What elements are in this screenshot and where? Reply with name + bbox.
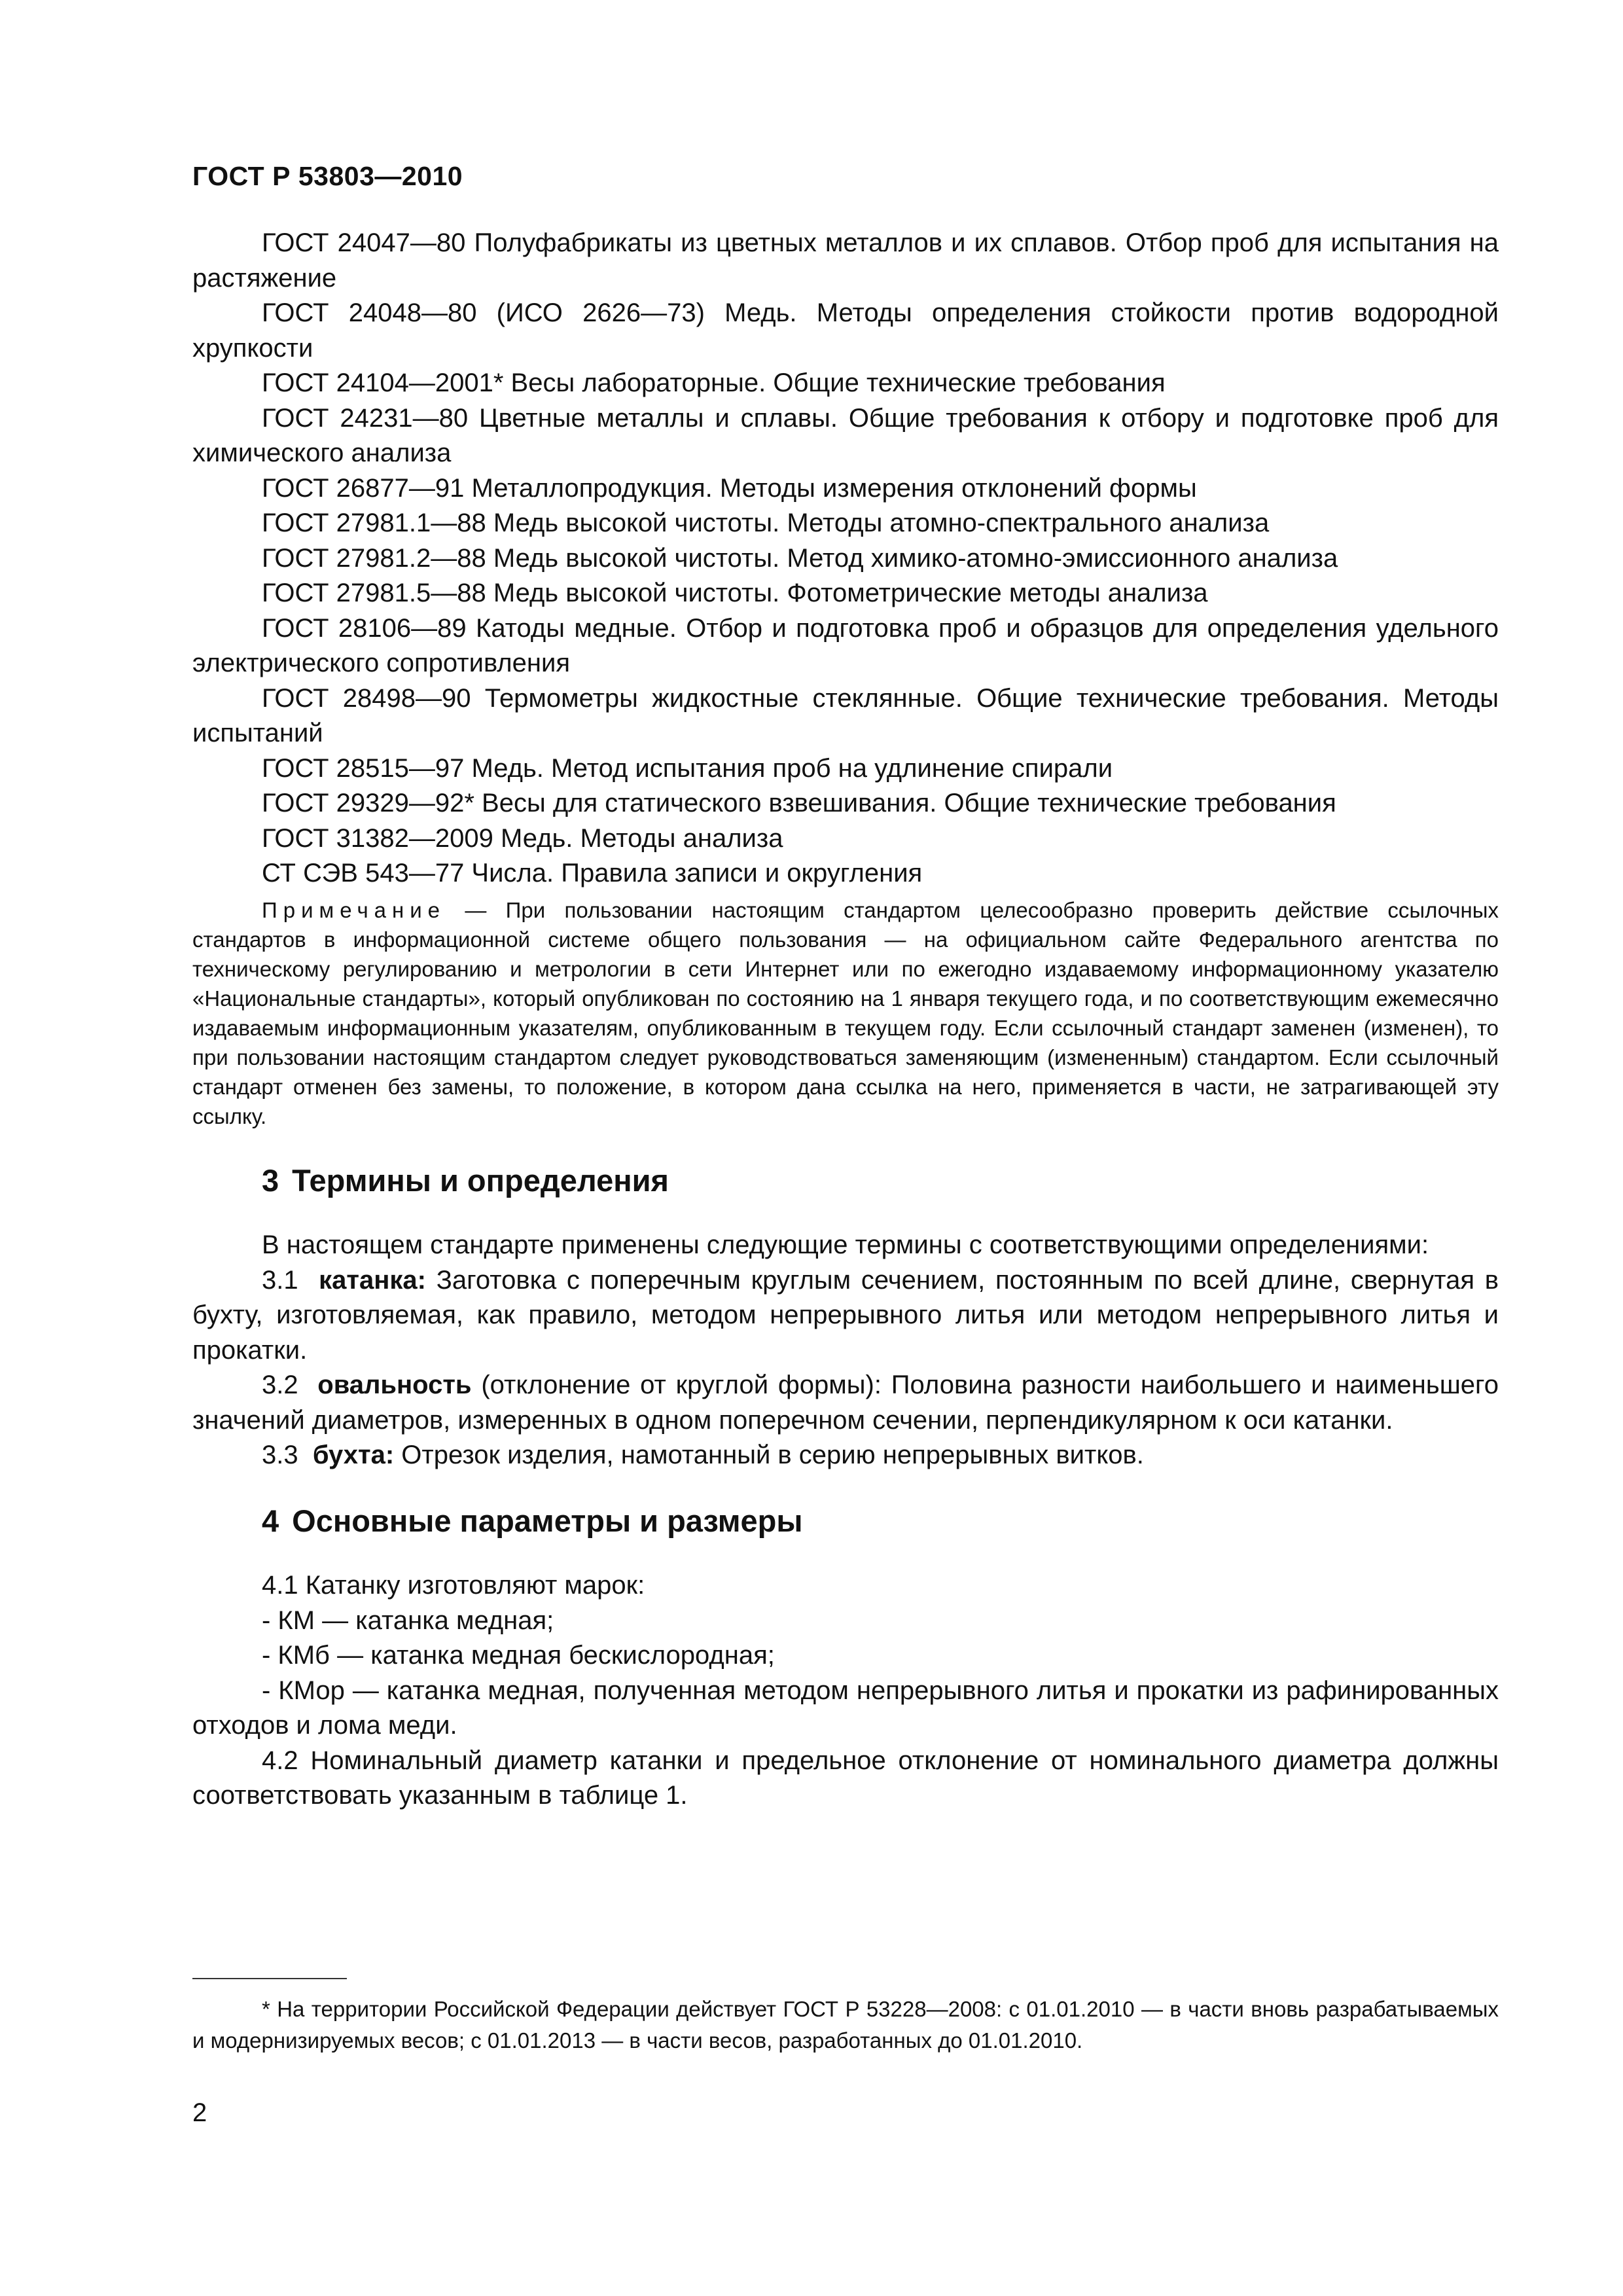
reference-item: ГОСТ 27981.1—88 Медь высокой чистоты. Методы атомно-спектрального анализа <box>262 509 1270 537</box>
term-name: бухта: <box>312 1441 395 1469</box>
normative-references-list <box>192 226 1499 891</box>
note-text: — При пользовании настоящим стандартом целесообразно проверить действие ссылочных стандартов в информационной системе общего пользования — на официальном сайте Федерального агентства по техническому регулированию и метрологии в сети Интернет или по ежегодно издаваемому информационному указателю «Национальные стандарты», который опубликован по состоянию на 1 января текущего года, и по соответствующим ежемесячно издаваемым информационным указателям, опубликованным в текущем году. Если ссылочный стандарт заменен (изменен), то при пользовании настоящим стандартом следует руководствоваться заменяющим (измененным) стандартом. Если ссылочный стандарт отменен без замены, то положение, в котором дана ссылка на него, применяется в части, не затрагивающей эту ссылку. <box>192 898 1499 1128</box>
section-4-paragraph: - КМб — катанка медная бескислородная; <box>262 1641 775 1670</box>
reference-item: ГОСТ 26877—91 Металлопродукция. Методы измерения отклонений формы <box>262 473 1197 503</box>
reference-item: ГОСТ 28498—90 Термометры жидкостные стеклянные. Общие технические требования. Методы испытаний <box>192 683 1499 747</box>
footnote: * На территории Российской Федерации действует ГОСТ Р 53228—2008: с 01.01.2010 — в части вновь разрабатываемых и модернизируемых весов; с 01.01.2013 — в части весов, разработанных до 01.01.2010. <box>192 1997 1499 2053</box>
reference-item: ГОСТ 24047—80 Полуфабрикаты из цветных металлов и их сплавов. Отбор проб для испытания на растяжение <box>192 228 1499 293</box>
page-number: 2 <box>192 2098 207 2127</box>
section-3-body <box>192 1228 1499 1473</box>
section-4-body <box>192 1568 1499 1814</box>
term-definition <box>192 1263 1499 1369</box>
term-number: 3.1 <box>262 1265 298 1295</box>
reference-item: ГОСТ 28515—97 Медь. Метод испытания проб на удлинение спирали <box>262 753 1113 783</box>
term-number: 3.2 <box>262 1371 298 1399</box>
section-4-heading <box>262 1503 802 1539</box>
section-4-paragraph: - КМор — катанка медная, полученная методом непрерывного литья и прокатки из рафинированных отходов и лома меди. <box>192 1676 1499 1740</box>
section-4-number: 4 <box>262 1503 279 1538</box>
term-name: овальность <box>317 1371 472 1399</box>
note-label: Примечание <box>262 898 446 922</box>
reference-item: ГОСТ 24104—2001* Весы лабораторные. Общие технические требования <box>262 368 1166 397</box>
section-4-paragraph: 4.2 Номинальный диаметр катанки и предельное отклонение от номинального диаметра должны соответствовать указанным в таблице 1. <box>192 1746 1499 1810</box>
document-header: ГОСТ Р 53803—2010 <box>192 161 463 191</box>
reference-item: ГОСТ 27981.5—88 Медь высокой чистоты. Фотометрические методы анализа <box>262 579 1208 607</box>
term-text: Отрезок изделия, намотанный в серию непрерывных витков. <box>394 1441 1144 1469</box>
section-3-number: 3 <box>262 1163 279 1198</box>
term-text: Заготовка с поперечным круглым сечением, постоянным по всей длине, свернутая в бухту, изготовляемая, как правило, методом непрерывного литья или методом непрерывного литья и прокатки. <box>192 1265 1499 1365</box>
section-4-paragraph: 4.1 Катанку изготовляют марок: <box>262 1571 645 1600</box>
reference-item: ГОСТ 31382—2009 Медь. Методы анализа <box>262 823 783 853</box>
footnote-divider <box>192 1978 347 1979</box>
term-definition <box>192 1368 1499 1438</box>
section-3-heading <box>262 1162 669 1198</box>
section-4-title: Основные параметры и размеры <box>292 1503 803 1538</box>
term-text: (отклонение от круглой формы): Половина разности наибольшего и наименьшего значений диаметров, измеренных в одном поперечном сечении, перпендикулярном к оси катанки. <box>192 1371 1499 1435</box>
reference-item: ГОСТ 24048—80 (ИСО 2626—73) Медь. Методы определения стойкости против водородной хрупкости <box>192 298 1499 363</box>
term-definition <box>192 1438 1499 1473</box>
section-3-title: Термины и определения <box>292 1163 669 1198</box>
reference-item: ГОСТ 28106—89 Катоды медные. Отбор и подготовка проб и образцов для определения удельного электрического сопротивления <box>192 613 1499 677</box>
term-name: катанка: <box>319 1265 426 1295</box>
reference-item: ГОСТ 29329—92* Весы для статического взвешивания. Общие технические требования <box>262 789 1336 817</box>
section-4-paragraph: - КМ — катанка медная; <box>262 1605 554 1635</box>
note-paragraph <box>192 895 1499 1131</box>
reference-item: ГОСТ 24231—80 Цветные металлы и сплавы. Общие требования к отбору и подготовке проб для химического анализа <box>192 403 1499 467</box>
reference-item: ГОСТ 27981.2—88 Медь высокой чистоты. Метод химико-атомно-эмиссионного анализа <box>262 543 1338 573</box>
term-number: 3.3 <box>262 1441 298 1469</box>
section-3-intro: В настоящем стандарте применены следующие термины с соответствующими определениями: <box>262 1230 1429 1259</box>
reference-item: СТ СЭВ 543—77 Числа. Правила записи и округления <box>262 859 923 888</box>
